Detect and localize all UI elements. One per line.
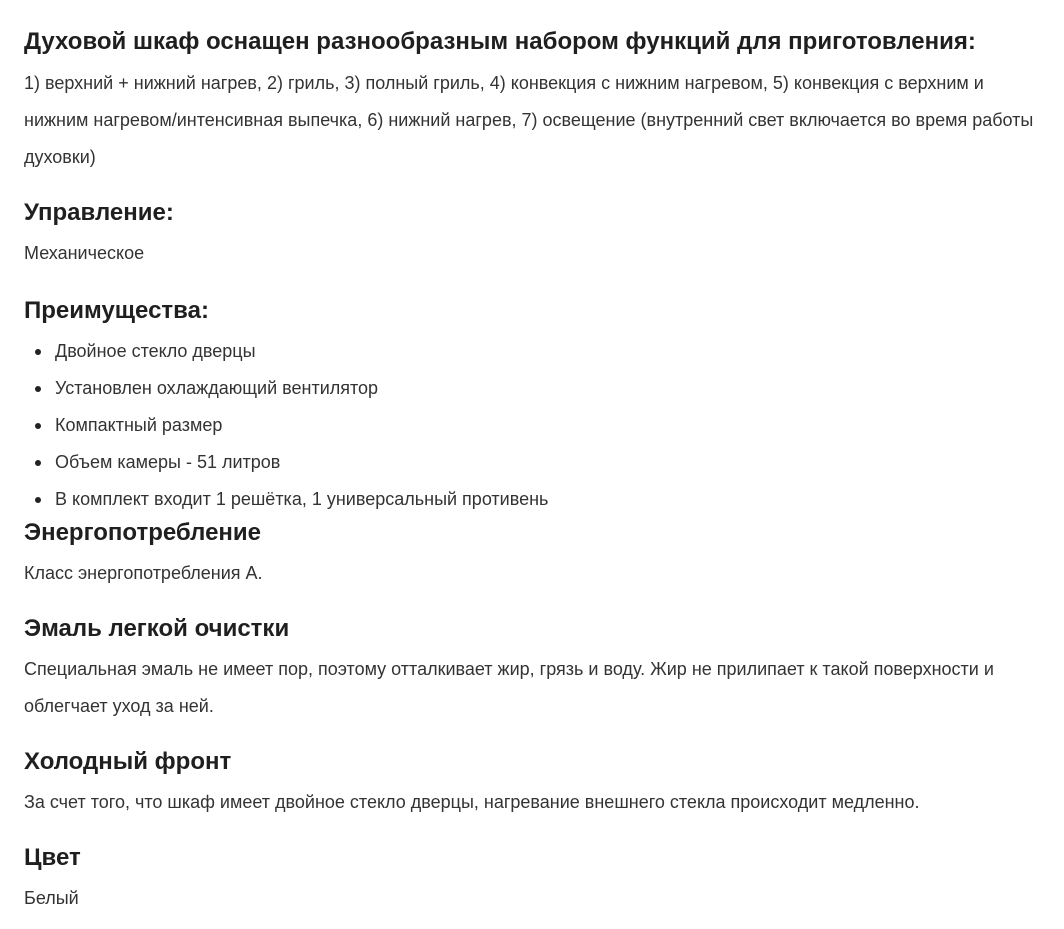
control-text: Механическое xyxy=(24,243,145,263)
product-description xyxy=(24,0,1049,917)
advantages-heading: Преимущества: xyxy=(24,297,209,324)
enamel-heading: Эмаль легкой очистки xyxy=(24,615,290,642)
color-heading: Цвет xyxy=(24,844,81,871)
advantage-item: Двойное стекло дверцы xyxy=(55,333,1049,370)
energy-text: Класс энергопотребления А. xyxy=(24,563,263,583)
advantage-item: В комплект входит 1 решётка, 1 универсальный противень xyxy=(55,481,1049,518)
functions-heading: Духовой шкаф оснащен разнообразным набором функций для приготовления: xyxy=(24,28,976,55)
advantage-item: Объем камеры - 51 литров xyxy=(55,444,1049,481)
control-heading: Управление: xyxy=(24,199,174,226)
advantage-item: Установлен охлаждающий вентилятор xyxy=(55,370,1049,407)
advantage-item: Компактный размер xyxy=(55,407,1049,444)
cold-front-heading: Холодный фронт xyxy=(24,748,232,775)
color-text: Белый xyxy=(24,888,79,908)
functions-text: 1) верхний + нижний нагрев, 2) гриль, 3) полный гриль, 4) конвекция с нижним нагревом, 5) конвекция с верхним и нижним нагревом/интенсивная выпечка, 6) нижний нагрев, 7) освещение (внутренний свет включается во время работы духовки) xyxy=(24,73,1034,167)
energy-heading: Энергопотребление xyxy=(24,519,262,546)
cold-front-text: За счет того, что шкаф имеет двойное стекло дверцы, нагревание внешнего стекла происходит медленно. xyxy=(24,792,920,812)
enamel-text: Специальная эмаль не имеет пор, поэтому отталкивает жир, грязь и воду. Жир не прилипает к такой поверхности и облегчает уход за ней. xyxy=(24,659,994,716)
advantages-list xyxy=(24,333,1049,518)
